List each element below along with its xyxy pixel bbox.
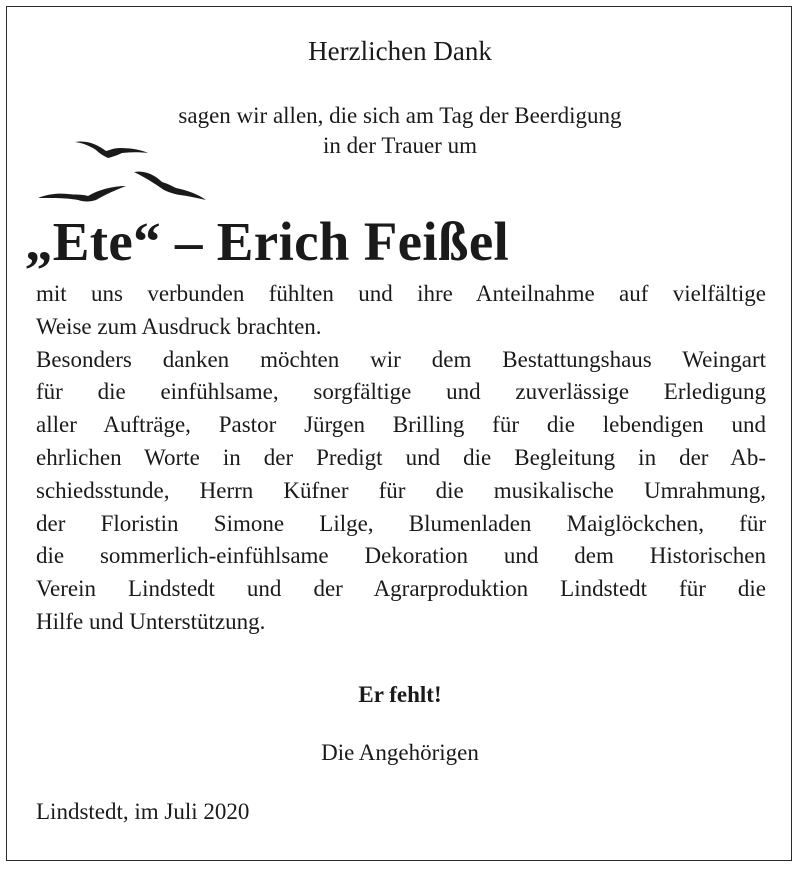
- bird-icon: [134, 172, 206, 200]
- body-line: ehrlichen Worte in der Predigt und die Begleitung in der Ab-: [36, 444, 766, 470]
- flying-birds-icon: [30, 132, 230, 212]
- notice-body: [36, 278, 766, 639]
- body-line: für die einfühlsame, sorgfältige und zuverlässige Erledigung: [36, 379, 766, 405]
- body-line: schiedsstunde, Herrn Küfner für die musikalische Umrahmung,: [36, 477, 766, 503]
- bird-icon: [38, 186, 126, 202]
- notice-heading: Herzlichen Dank: [308, 36, 492, 66]
- body-line: aller Aufträge, Pastor Jürgen Brilling für die lebendigen und: [36, 412, 766, 438]
- closing-line: Er fehlt!: [358, 682, 442, 707]
- place-date: Lindstedt, im Juli 2020: [36, 799, 250, 824]
- body-line: Weise zum Ausdruck brachten.: [36, 313, 322, 339]
- body-line: mit uns verbunden fühlten und ihre Anteilnahme auf vielfältige: [36, 281, 766, 306]
- deceased-name: „Ete“ – Erich Feißel: [25, 211, 510, 272]
- body-line: der Floristin Simone Lilge, Blumenladen Maiglöckchen, für: [36, 510, 766, 536]
- bird-icon: [75, 142, 148, 158]
- body-line: Verein Lindstedt und der Agrarproduktion Lindstedt für die: [36, 576, 766, 602]
- body-line: die sommerlich-einfühlsame Dekoration und dem Historischen: [36, 543, 766, 569]
- signature: Die Angehörigen: [321, 740, 479, 765]
- body-line: Hilfe und Unterstützung.: [36, 608, 266, 634]
- intro-line-1: sagen wir allen, die sich am Tag der Beerdigung: [178, 103, 622, 128]
- intro-line-2: in der Trauer um: [323, 133, 477, 158]
- body-line: Besonders danken möchten wir dem Bestattungshaus Weingart: [36, 346, 766, 372]
